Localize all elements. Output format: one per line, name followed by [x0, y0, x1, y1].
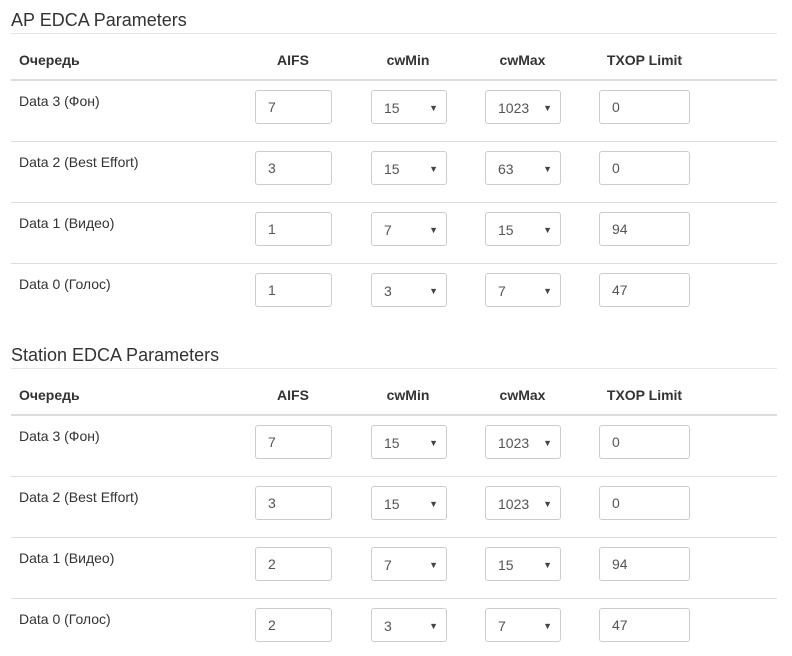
header-cwmin: cwMin — [386, 52, 430, 68]
queue-label: Data 1 (Видео) — [19, 215, 115, 231]
queue-label: Data 0 (Голос) — [19, 611, 111, 627]
cwmax-select[interactable] — [485, 608, 561, 642]
cwmin-value: 15 — [384, 435, 400, 451]
txop-limit-input[interactable] — [599, 273, 690, 307]
ap-edca-title: AP EDCA Parameters — [11, 10, 187, 30]
cwmax-value: 63 — [498, 161, 514, 177]
cwmin-select[interactable] — [371, 212, 447, 246]
cwmax-value: 15 — [498, 222, 514, 238]
cwmin-value: 7 — [384, 557, 392, 573]
cwmin-value: 3 — [384, 618, 392, 634]
cwmin-value: 7 — [384, 222, 392, 238]
station-edca-title: Station EDCA Parameters — [11, 345, 220, 365]
header-cwmax: cwMax — [499, 387, 546, 403]
aifs-input[interactable] — [255, 212, 332, 246]
txop-limit-input[interactable] — [599, 486, 690, 520]
table-row — [11, 537, 777, 599]
caret-down-icon: ▼ — [429, 286, 438, 296]
caret-down-icon: ▼ — [429, 103, 438, 113]
header-aifs: AIFS — [277, 387, 309, 403]
caret-down-icon: ▼ — [543, 225, 552, 235]
txop-limit-input[interactable] — [599, 151, 690, 185]
header-cwmin: cwMin — [386, 387, 430, 403]
aifs-input[interactable] — [255, 486, 332, 520]
table-row — [11, 202, 777, 264]
cwmin-select[interactable] — [371, 547, 447, 581]
aifs-input[interactable] — [255, 90, 332, 124]
header-queue: Очередь — [19, 387, 80, 403]
cwmin-select[interactable] — [371, 608, 447, 642]
cwmin-select[interactable] — [371, 486, 447, 520]
queue-label: Data 1 (Видео) — [19, 550, 115, 566]
station-edca-section — [0, 344, 792, 656]
cwmin-select[interactable] — [371, 425, 447, 459]
table-row — [11, 476, 777, 538]
cwmax-value: 1023 — [498, 435, 530, 451]
queue-label: Data 2 (Best Effort) — [19, 154, 139, 170]
caret-down-icon: ▼ — [429, 560, 438, 570]
cwmax-select[interactable] — [485, 547, 561, 581]
txop-limit-input[interactable] — [599, 90, 690, 124]
caret-down-icon: ▼ — [429, 438, 438, 448]
table-row — [11, 81, 777, 142]
cwmin-value: 3 — [384, 283, 392, 299]
cwmax-select[interactable] — [485, 425, 561, 459]
header-cwmax: cwMax — [499, 52, 546, 68]
cwmin-value: 15 — [384, 100, 400, 116]
cwmin-value: 15 — [384, 496, 400, 512]
cwmin-value: 15 — [384, 161, 400, 177]
txop-limit-input[interactable] — [599, 608, 690, 642]
cwmax-select[interactable] — [485, 90, 561, 124]
aifs-input[interactable] — [255, 425, 332, 459]
caret-down-icon: ▼ — [429, 499, 438, 509]
caret-down-icon: ▼ — [543, 103, 552, 113]
caret-down-icon: ▼ — [429, 225, 438, 235]
cwmax-value: 1023 — [498, 100, 530, 116]
table-row — [11, 416, 777, 477]
cwmin-select[interactable] — [371, 273, 447, 307]
queue-label: Data 3 (Фон) — [19, 428, 100, 444]
table-row — [11, 263, 777, 325]
caret-down-icon: ▼ — [543, 286, 552, 296]
header-txop-limit: TXOP Limit — [606, 52, 683, 68]
station-table-header — [11, 369, 777, 416]
aifs-input[interactable] — [255, 273, 332, 307]
caret-down-icon: ▼ — [543, 499, 552, 509]
ap-table-header — [11, 34, 777, 81]
cwmax-select[interactable] — [485, 273, 561, 307]
queue-label: Data 0 (Голос) — [19, 276, 111, 292]
caret-down-icon: ▼ — [429, 164, 438, 174]
cwmin-select[interactable] — [371, 151, 447, 185]
cwmax-value: 15 — [498, 557, 514, 573]
cwmin-select[interactable] — [371, 90, 447, 124]
aifs-input[interactable] — [255, 608, 332, 642]
cwmax-select[interactable] — [485, 486, 561, 520]
caret-down-icon: ▼ — [543, 560, 552, 570]
header-queue: Очередь — [19, 52, 80, 68]
cwmax-value: 1023 — [498, 496, 530, 512]
ap-edca-section — [0, 9, 792, 309]
cwmax-value: 7 — [498, 283, 506, 299]
cwmax-select[interactable] — [485, 151, 561, 185]
queue-label: Data 3 (Фон) — [19, 93, 100, 109]
queue-label: Data 2 (Best Effort) — [19, 489, 139, 505]
cwmax-value: 7 — [498, 618, 506, 634]
aifs-input[interactable] — [255, 547, 332, 581]
cwmax-select[interactable] — [485, 212, 561, 246]
caret-down-icon: ▼ — [429, 621, 438, 631]
table-row — [11, 141, 777, 203]
txop-limit-input[interactable] — [599, 212, 690, 246]
caret-down-icon: ▼ — [543, 621, 552, 631]
caret-down-icon: ▼ — [543, 438, 552, 448]
table-row — [11, 598, 777, 655]
caret-down-icon: ▼ — [543, 164, 552, 174]
header-aifs: AIFS — [277, 52, 309, 68]
header-txop-limit: TXOP Limit — [606, 387, 683, 403]
aifs-input[interactable] — [255, 151, 332, 185]
txop-limit-input[interactable] — [599, 425, 690, 459]
txop-limit-input[interactable] — [599, 547, 690, 581]
